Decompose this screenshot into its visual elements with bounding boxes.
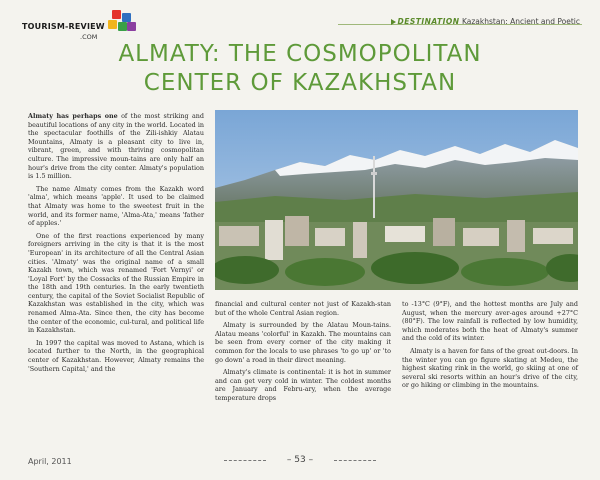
paragraph: financial and cultural center not just of Kazakh-stan but of the whole Central Asian region.: [215, 300, 391, 317]
page-number: – 53 –: [286, 455, 314, 465]
paragraph: Almaty is surrounded by the Alatau Moun-tains. Alatau means 'colorful' in Kazakh. The mountains can be seen from every corner of the city making it common for the locals to use phrases 'to go up' or 'to go down' a road in their direct meaning.: [215, 321, 391, 364]
paragraph: Almaty is a haven for fans of the great out-doors. In the winter you can go figure skating at Medeu, the highest skating rink in the world, go skiing at one of several ski resorts within an hour's drive of the city, or go hiking or climbing in the mountains.: [402, 346, 578, 390]
section-title: Kazakhstan: Ancient and Poetic: [461, 17, 580, 26]
article-title: [60, 40, 540, 98]
article-title-line-2: CENTER OF KAZAKHSTAN: [143, 70, 457, 96]
section-header: [391, 17, 581, 26]
article-title-line-1: ALMATY: THE COSMOPOLITAN: [118, 41, 482, 67]
city-mountain-image: [215, 110, 578, 290]
section-tag: DESTINATION: [391, 17, 460, 26]
logo-suffix: .COM: [80, 33, 98, 41]
paragraph: Almaty has perhaps one of the most striking and beautiful locations of any city in the world. Located in the spectacular foothills of the Zili-ishkiy Alatau Mountains, Almaty is a pleasant city to live in, vibrant, green, and with thriving cosmopolitan culture. The impressive moun-tains are only half an hour's drive from the city center. Almaty's population is 1.5 million.: [28, 112, 204, 181]
logo-squares-icon: [104, 10, 140, 34]
paragraph: Almaty's climate is continental: it is hot in summer and can get very cold in winter. The coldest months are January and Febru-ary, when the average temperature drops: [215, 368, 391, 402]
lead-in: Almaty has perhaps one: [28, 112, 118, 120]
footer-rule-left: [224, 460, 266, 462]
paragraph: In 1997 the capital was moved to Astana, which is located further to the North, in the geographical center of Kazakhstan. However, Almaty remains the 'Southern Capital,' and the: [28, 338, 204, 373]
article-column-1: [28, 112, 204, 377]
article-column-2: [215, 300, 391, 407]
footer-rule-right: [334, 460, 376, 462]
paragraph: One of the first reactions experienced by many foreigners arriving in the city is that it is the most 'European' in its architecture of all the Central Asian cities. 'Almaty' was the original name of a small Kazakh town, which was renamed 'Fort Vernyi' or 'Loyal Fort' by the Cossacks of the Russian Empire in the 18th and 19th centuries. In the early twentieth century, the capital of the Soviet Socialist Republic of Kazakhstan was established in the city, which was renamed Alma-Ata. Since then, the city has become the center of the economic, cul-tural, and political life in Kazakhstan.: [28, 231, 204, 335]
almaty-city-photo: [215, 110, 578, 290]
tourism-review-logo[interactable]: [22, 8, 142, 44]
paragraph: to -13°C (9°F), and the hottest months are July and August, when the mercury aver-ages around +27°C (80°F). The low rainfall is reflected by low humidity, which moderates both the heat of Almaty's summer and the cold of its winter.: [402, 300, 578, 343]
logo-text: TOURISM-REVIEW: [22, 22, 105, 31]
issue-date: April, 2011: [28, 457, 72, 466]
article-column-3: [402, 300, 578, 394]
paragraph: The name Almaty comes from the Kazakh word 'alma', which means 'apple'. It used to be claimed that Almaty was home to the sweetest fruit in the world, and its former name, 'Alma-Ata,' means 'father of apples.': [28, 184, 204, 228]
